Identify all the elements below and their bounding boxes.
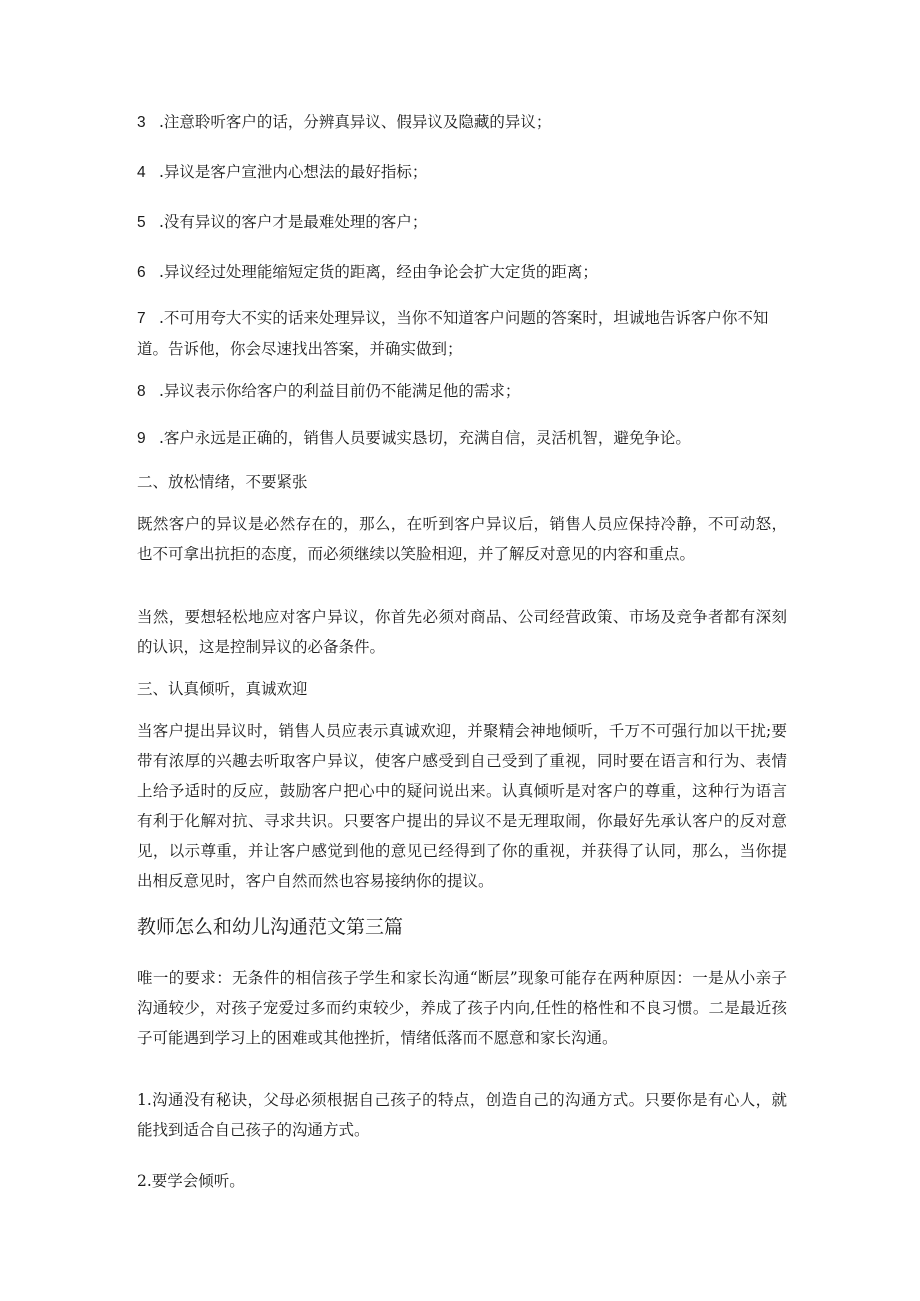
paragraph-point-1: 1.沟通没有秘诀，父母必须根据自己孩子的特点，创造自己的沟通方式。只要你是有心人，就能找到适合自己孩子的沟通方式。 xyxy=(137,1091,787,1139)
paragraph-listen-sincerely: 当客户提出异议时，销售人员应表示真诚欢迎，并聚精会神地倾听，千万不可强行加以干扰;要带有浓厚的兴趣去听取客户异议，使客户感受到自己受到了重视，同时要在语言和行为、表情上给予适时的反应，鼓励客户把心中的疑问说出来。认真倾听是对客户的尊重，这种行为语言有利于化解对抗、寻求共识。只要客户提出的异议不是无理取闹，你最好先承认客户的反对意见，以示尊重，并让客户感觉到他的意见已经得到了你的重视，并获得了认同，那么，当你提出相反意见时，客户自然而然也容易接纳你的提议。 xyxy=(137,722,787,890)
list-item-3 xyxy=(137,107,787,138)
list-item-5 xyxy=(137,207,787,238)
paragraph-point-2: 2.要学会倾听。 xyxy=(137,1172,245,1190)
list-number: 4 xyxy=(137,164,146,181)
list-number: 7 xyxy=(137,310,146,327)
list-text: .客户永远是正确的，销售人员要诚实恳切，充满自信，灵活机智，避免争论。 xyxy=(159,429,691,447)
section-heading-listen: 三、认真倾听，真诚欢迎 xyxy=(137,680,308,698)
section-heading-relax: 二、放松情绪，不要紧张 xyxy=(137,473,308,491)
paragraph-requirement: 唯一的要求：无条件的相信孩子学生和家长沟通“断层”现象可能存在两种原因：一是从小亲子沟通较少，对孩子宠爱过多而约束较少，养成了孩子内向,任性的格性和不良习惯。二是最近孩子可能遇到学习上的困难或其他挫折，情绪低落而不愿意和家长沟通。 xyxy=(137,969,787,1047)
list-number: 6 xyxy=(137,264,146,281)
list-text: .注意聆听客户的话，分辨真异议、假异议及隐藏的异议； xyxy=(159,113,552,131)
list-item-4 xyxy=(137,157,787,188)
list-text: .没有异议的客户才是最难处理的客户； xyxy=(159,213,428,231)
list-text: .异议经过处理能缩短定货的距离，经由争论会扩大定货的距离； xyxy=(159,263,598,281)
list-item-6 xyxy=(137,257,787,288)
list-text: .异议是客户宣泄内心想法的最好指标； xyxy=(159,163,428,181)
list-number: 9 xyxy=(137,430,146,447)
list-item-9 xyxy=(137,423,787,454)
article-title: 教师怎么和幼儿沟通范文第三篇 xyxy=(137,916,404,938)
list-item-8 xyxy=(137,376,787,407)
paragraph-knowledge: 当然，要想轻松地应对客户异议，你首先必须对商品、公司经营政策、市场及竞争者都有深刻的认识，这是控制异议的必备条件。 xyxy=(137,608,787,656)
list-text: .不可用夸大不实的话来处理异议，当你不知道客户问题的答案时，坦诚地告诉客户你不知道。告诉他，你会尽速找出答案，并确实做到； xyxy=(137,309,769,358)
list-number: 8 xyxy=(137,383,146,400)
list-item-7 xyxy=(137,303,787,364)
list-number: 5 xyxy=(137,214,146,231)
paragraph-stay-calm: 既然客户的异议是必然存在的，那么，在听到客户异议后，销售人员应保持冷静，不可动怒，也不可拿出抗拒的态度，而必须继续以笑脸相迎，并了解反对意见的内容和重点。 xyxy=(137,515,787,563)
list-number: 3 xyxy=(137,114,146,131)
list-text: .异议表示你给客户的利益目前仍不能满足他的需求； xyxy=(159,382,521,400)
